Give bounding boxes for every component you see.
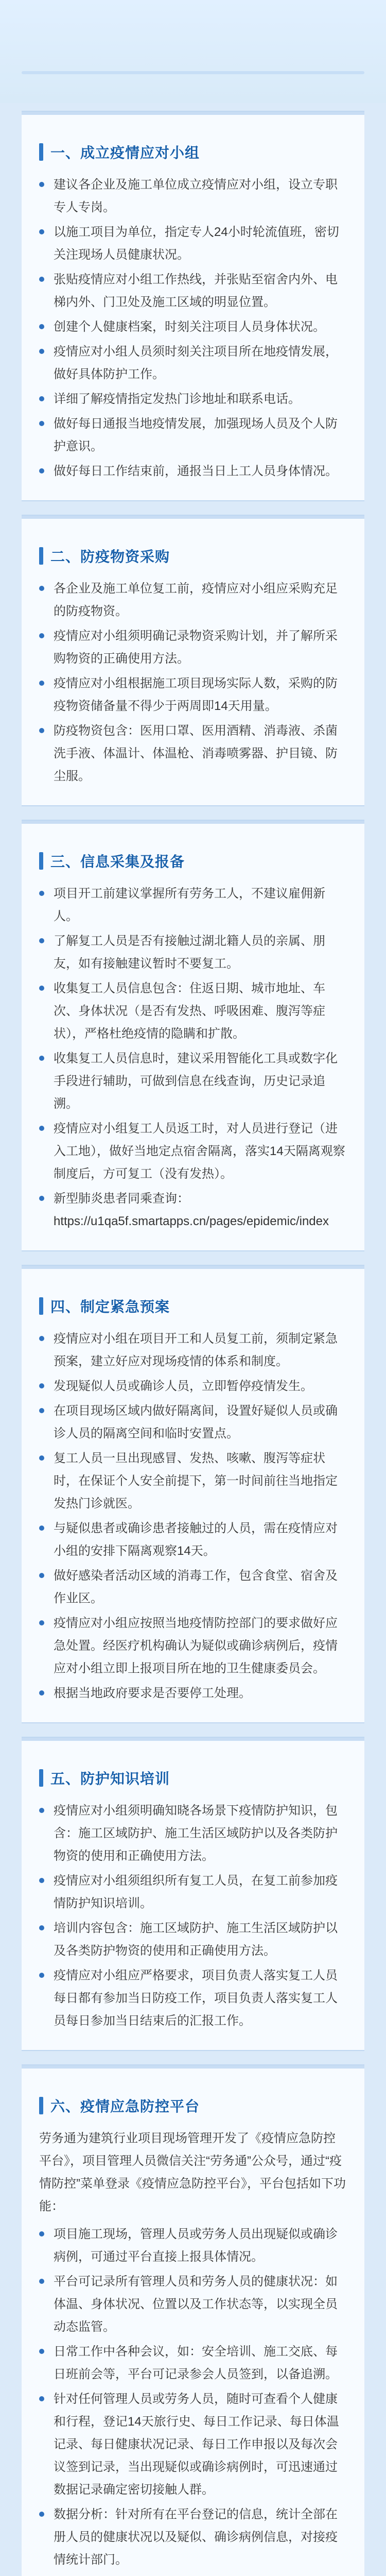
list-item-text: 与疑似患者或确诊患者接触过的人员，需在疫情应对小组的安排下隔离观察14天。: [54, 1521, 338, 1558]
bullet-icon: [39, 2279, 44, 2284]
list-item-text: 做好每日工作结束前，通报当日上工人员身体情况。: [54, 464, 338, 478]
section-title-text: 三、信息采集及报备: [50, 854, 185, 870]
bullet-icon: [39, 1336, 44, 1341]
list-item-text: 日常工作中各种会议，如：安全培训、施工交底、每日班前会等，平台可记录参会人员签到，以备追溯。: [54, 2345, 338, 2381]
bullet-icon: [39, 1408, 44, 1413]
bullet-icon: [39, 728, 44, 733]
list-item: [39, 221, 347, 266]
list-item: [39, 2503, 347, 2571]
title-bar-icon: [39, 547, 43, 565]
list-item: [39, 1800, 347, 1868]
list-item: [39, 1517, 347, 1563]
section-list: [39, 174, 347, 483]
bullet-icon: [39, 396, 44, 401]
list-item-text: 在项目现场区域内做好隔离间，设置好疑似人员或确诊人员的隔离空间和临时安置点。: [54, 1404, 338, 1440]
section-4: [22, 1265, 364, 1723]
list-item: [39, 625, 347, 670]
list-item: [39, 672, 347, 718]
list-item: [39, 1047, 347, 1115]
section-2: [22, 515, 364, 806]
bullet-icon: [39, 1383, 44, 1388]
list-item: [39, 2223, 347, 2268]
bullet-icon: [39, 349, 44, 354]
list-item-text: 疫情应对小组在项目开工和人员复工前，须制定紧急预案，建立好应对现场疫情的体系和制度。: [54, 1332, 338, 1368]
section-title-text: 六、疫情应急防控平台: [50, 2098, 200, 2114]
section-title-text: 一、成立疫情应对小组: [50, 145, 200, 161]
list-item: [39, 2341, 347, 2386]
section-6: [22, 2064, 364, 2576]
list-item: [39, 578, 347, 623]
intro-text: 劳务通为建筑行业项目现场管理开发了《疫情应急防控平台》，项目管理人员微信关注“劳务通”公众号，通过“疫情防控”菜单登录《疫情应急防控平台》，平台包括如下功能：: [39, 2131, 346, 2213]
section-list: [39, 1328, 347, 1705]
list-item-text: 项目开工前建议掌握所有劳务工人，不建议雇佣新人。: [54, 887, 325, 923]
list-item-text: 了解复工人员是否有接触过湖北籍人员的亲属、朋友，如有接触建议暂时不要复工。: [54, 934, 325, 971]
section-list: [39, 883, 347, 1233]
bullet-icon: [39, 1526, 44, 1531]
list-item-text: 收集复工人员信息包含：住返日期、城市地址、车次、身体状况（是否有发热、呼吸困难、腹泻等症状），严格杜绝疫情的隐瞒和扩散。: [54, 981, 325, 1041]
list-item: [39, 1964, 347, 2032]
section-title: [39, 546, 347, 566]
list-item: [39, 316, 347, 338]
title-bar-icon: [39, 1769, 43, 1787]
bullet-icon: [39, 468, 44, 473]
list-item-text: 收集复工人员信息时，建议采用智能化工具或数字化手段进行辅助，可做到信息在线查询，历史记录追溯。: [54, 1052, 338, 1111]
section-list: [39, 1800, 347, 2032]
list-item-text: 疫情应对小组须明确知晓各场景下疫情防护知识，包含：施工区域防护、施工生活区域防护以及各类防护物资的使用和正确使用方法。: [54, 1804, 338, 1863]
title-bar-icon: [39, 852, 43, 870]
list-item: [39, 1328, 347, 1373]
title-bar-icon: [39, 143, 43, 161]
bullet-icon: [39, 1925, 44, 1930]
list-item: [39, 460, 347, 483]
section-1: [22, 111, 364, 501]
title-bar-icon: [39, 2097, 43, 2114]
section-list: [39, 578, 347, 788]
section-title: [39, 1768, 347, 1788]
bullet-icon: [39, 1126, 44, 1131]
list-item: [39, 1447, 347, 1515]
list-item: [39, 268, 347, 314]
list-item-text: 以施工项目为单位，指定专人24小时轮流值班，密切关注现场人员健康状况。: [54, 225, 339, 262]
bullet-icon: [39, 2512, 44, 2517]
bullet-icon: [39, 421, 44, 426]
title-bar-icon: [39, 1297, 43, 1315]
bullet-icon: [39, 324, 44, 329]
list-item-text: 针对任何管理人员或劳务人员，随时可查看个人健康和行程，登记14天旅行史、每日工作记录、每日体温记录、每日健康状况记录、每日工作申报以及每次会议签到记录，当出现疑似或确诊病例时，可迅速通过数据记录确定密切接触人群。: [54, 2392, 339, 2497]
bullet-icon: [39, 1808, 44, 1813]
list-item-text: 发现疑似人员或确诊人员，立即暂停疫情发生。: [54, 1379, 313, 1393]
list-item-text: 疫情应对小组复工人员返工时，对人员进行登记（进入工地），做好当地定点宿舍隔离，落实14天隔离观察制度后，方可复工（没有发热）。: [54, 1122, 345, 1181]
list-item: [39, 1117, 347, 1185]
list-item-text: 疫情应对小组根据施工项目现场实际人数，采购的防疫物资储备量不得少于两周即14天用量。: [54, 676, 338, 713]
list-item-text: 疫情应对小组应严格要求，项目负责人落实复工人员每日都有参加当日防疫工作，项目负责人落实复工人员每日参加当日结束后的汇报工作。: [54, 1969, 338, 2028]
bullet-icon: [39, 1878, 44, 1883]
section-5: [22, 1737, 364, 2051]
list-item: [39, 2388, 347, 2501]
list-item: [39, 174, 347, 219]
bullet-icon: [39, 633, 44, 638]
list-item-text: 详细了解疫情指定发热门诊地址和联系电话。: [54, 392, 301, 406]
bullet-icon: [39, 986, 44, 991]
list-item: [39, 1400, 347, 1445]
list-item-text: 各企业及施工单位复工前，疫情应对小组应采购充足的防疫物资。: [54, 582, 338, 618]
section-title: [39, 1296, 347, 1316]
list-item-text: 防疫物资包含：医用口罩、医用酒精、消毒液、杀菌洗手液、体温计、体温枪、消毒喷雾器、护目镜、防尘服。: [54, 724, 338, 783]
section-title-text: 五、防护知识培训: [50, 1771, 170, 1787]
list-item-text: 建议各企业及施工单位成立疫情应对小组，设立专职专人专岗。: [54, 178, 338, 214]
list-item: [39, 883, 347, 928]
list-item: [39, 341, 347, 386]
list-item: [39, 1565, 347, 1610]
list-item-text: 创建个人健康档案，时刻关注项目人员身体状况。: [54, 320, 325, 334]
content-column: [22, 111, 364, 2576]
list-item-text: 张贴疫情应对小组工作热线，并张贴至宿舍内外、电梯内外、门卫处及施工区域的明显位置。: [54, 273, 338, 309]
section-title-text: 四、制定紧急预案: [50, 1299, 170, 1315]
bullet-icon: [39, 681, 44, 686]
bullet-icon: [39, 1196, 44, 1201]
list-item-text: 根据当地政府要求是否要停工处理。: [54, 1686, 251, 1700]
bullet-icon: [39, 182, 44, 187]
list-item: [39, 720, 347, 788]
list-item-text: 疫情应对小组须明确记录物资采购计划，并了解所采购物资的正确使用方法。: [54, 629, 338, 666]
list-item: [39, 1375, 347, 1398]
list-item-text: 复工人员一旦出现感冒、发热、咳嗽、腹泻等症状时，在保证个人安全前提下，第一时间前往当地指定发热门诊就医。: [54, 1451, 338, 1511]
bullet-icon: [39, 891, 44, 896]
list-item: [39, 413, 347, 458]
list-item-text: 做好感染者活动区域的消毒工作，包含食堂、宿舍及作业区。: [54, 1569, 338, 1605]
list-item: [39, 1612, 347, 1680]
list-item: [39, 388, 347, 411]
list-item: [39, 977, 347, 1045]
section-list: [39, 2223, 347, 2571]
list-item-text: 疫情应对小组人员须时刻关注项目所在地疫情发展，做好具体防护工作。: [54, 345, 338, 381]
bullet-icon: [39, 586, 44, 591]
list-item-text: 疫情应对小组须组织所有复工人员，在复工前参加疫情防护知识培训。: [54, 1874, 338, 1910]
list-item: [39, 1682, 347, 1705]
bullet-icon: [39, 1973, 44, 1978]
list-item-text: 做好每日通报当地疫情发展，加强现场人员及个人防护意识。: [54, 417, 338, 453]
bullet-icon: [39, 1620, 44, 1625]
section-title-text: 二、防疫物资采购: [50, 549, 170, 565]
bullet-icon: [39, 2396, 44, 2401]
list-item: [39, 2270, 347, 2338]
bullet-icon: [39, 2349, 44, 2354]
bullet-icon: [39, 938, 44, 943]
list-item-text: 新型肺炎患者同乘查询：https://u1qa5f.smartapps.cn/pages/epidemic/index: [54, 1192, 329, 1228]
bullet-icon: [39, 277, 44, 282]
bullet-icon: [39, 1455, 44, 1461]
list-item-text: 疫情应对小组应按照当地疫情防控部门的要求做好应急处置。经医疗机构确认为疑似或确诊病例后，疫情应对小组立即上报项目所在地的卫生健康委员会。: [54, 1616, 338, 1675]
section-title: [39, 851, 347, 871]
section-3: [22, 820, 364, 1251]
bullet-icon: [39, 2231, 44, 2236]
list-item-text: 平台可记录所有管理人员和劳务人员的健康状况：如体温、身体状况、位置以及工作状态等，以实现全员动态监管。: [54, 2275, 338, 2334]
list-item-text: 数据分析：针对所有在平台登记的信息，统计全部在册人员的健康状况以及疑似、确诊病例信息，对接疫情统计部门。: [54, 2507, 338, 2567]
list-item-text: 培训内容包含：施工区域防护、施工生活区域防护以及各类防护物资的使用和正确使用方法。: [54, 1921, 338, 1958]
list-item: [39, 1917, 347, 1962]
section-title: [39, 142, 347, 162]
bullet-icon: [39, 1056, 44, 1061]
section-title: [39, 2095, 347, 2116]
bullet-icon: [39, 1690, 44, 1696]
bullet-icon: [39, 229, 44, 234]
list-item-text: 项目施工现场，管理人员或劳务人员出现疑似或确诊病例，可通过平台直接上报具体情况。: [54, 2227, 338, 2264]
top-band: [0, 0, 386, 103]
list-item: [39, 1870, 347, 1915]
list-item: [39, 1188, 347, 1233]
list-item: [39, 930, 347, 975]
bullet-icon: [39, 1573, 44, 1578]
